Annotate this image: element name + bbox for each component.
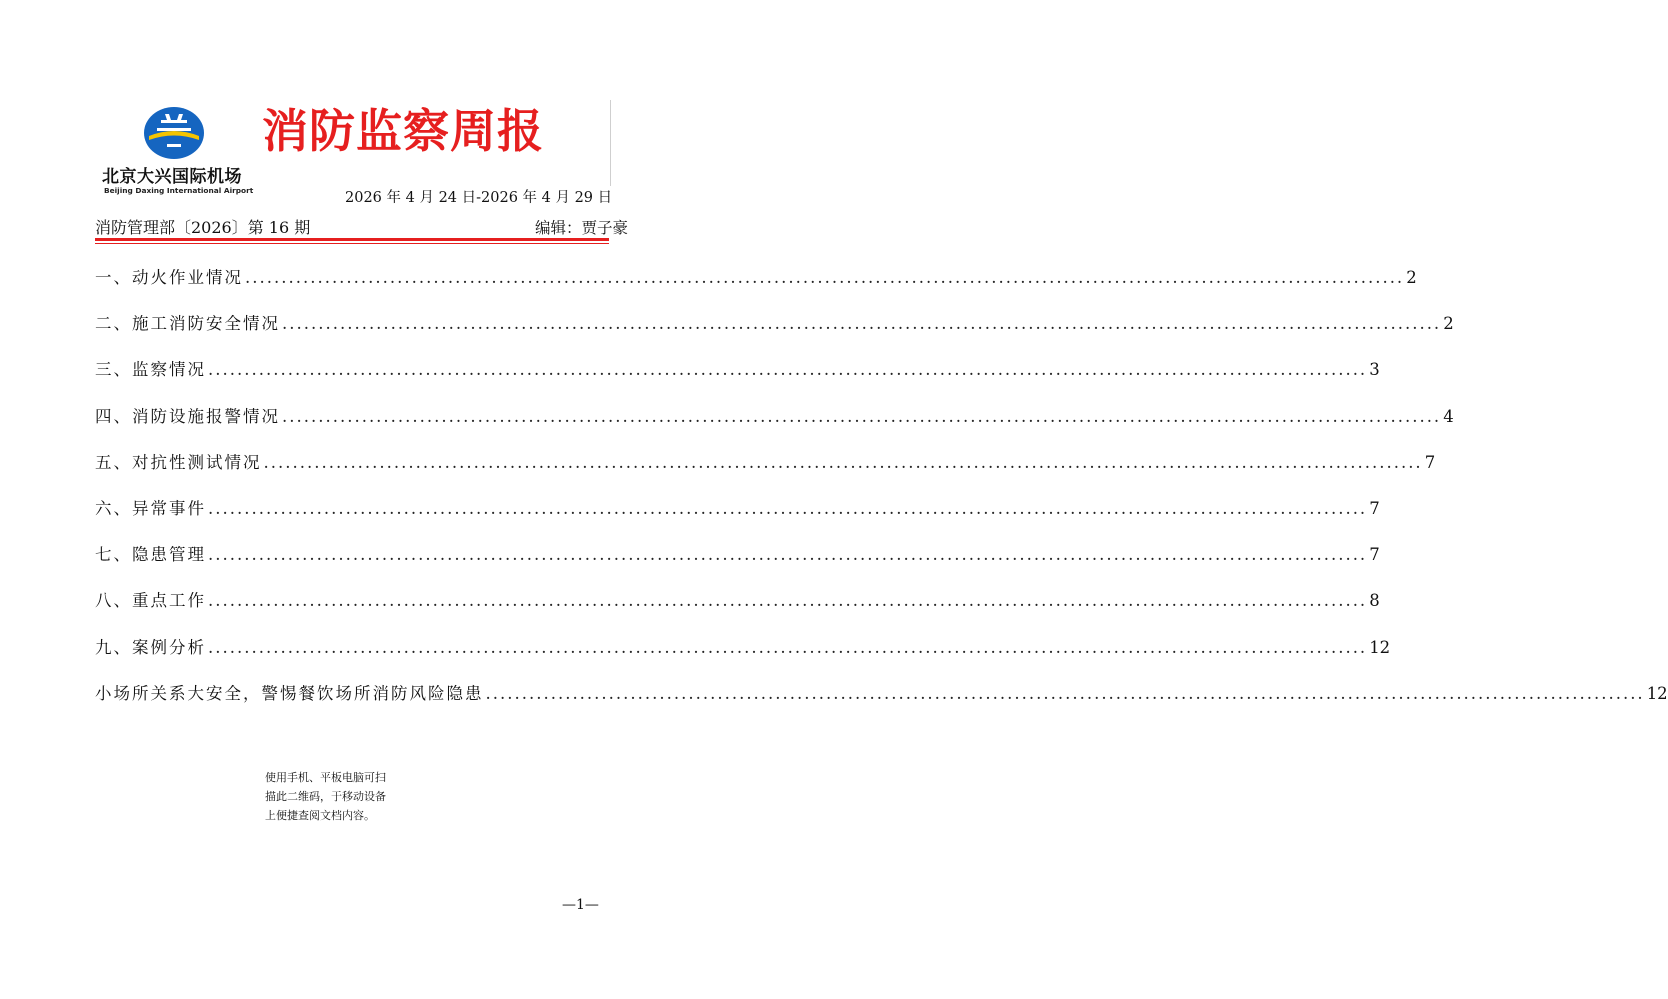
toc-leader-dots: ................................................................................................................................................................ bbox=[208, 545, 1368, 565]
toc-entry-page: 12 bbox=[1369, 637, 1391, 657]
toc-entry-page: 8 bbox=[1369, 591, 1380, 611]
toc-leader-dots: ................................................................................................................................................................ bbox=[485, 683, 1645, 703]
toc-entry-title: 施工消防安全情况 bbox=[132, 314, 280, 334]
toc-entry[interactable] bbox=[95, 634, 1391, 680]
red-rule-thin bbox=[95, 243, 609, 244]
toc-entry[interactable] bbox=[95, 449, 1436, 495]
toc-entry-number: 二、 bbox=[95, 314, 132, 334]
logo-chinese-name: 北京大兴国际机场 bbox=[102, 167, 242, 187]
toc-entry-page: 7 bbox=[1369, 545, 1380, 565]
toc-entry-number: 三、 bbox=[95, 360, 132, 380]
toc-entry-title: 监察情况 bbox=[132, 360, 206, 380]
toc-entry-title: 消防设施报警情况 bbox=[132, 406, 280, 426]
date-range: 2026 年 4 月 24 日-2026 年 4 月 29 日 bbox=[345, 190, 613, 206]
toc-entry[interactable] bbox=[95, 680, 1668, 726]
toc-entry-page: 3 bbox=[1369, 360, 1380, 380]
red-rule-thick bbox=[95, 238, 609, 241]
qr-code-note bbox=[265, 768, 386, 825]
toc-entry-number: 六、 bbox=[95, 498, 132, 518]
report-title: 消防监察周报 bbox=[262, 104, 544, 158]
toc-leader-dots: ................................................................................................................................................................ bbox=[282, 314, 1442, 334]
qr-note-line: 上便捷查阅文档内容。 bbox=[265, 809, 375, 822]
toc-leader-dots: ................................................................................................................................................................ bbox=[208, 591, 1368, 611]
toc-entry-number: 九、 bbox=[95, 637, 132, 657]
toc-entry-title: 异常事件 bbox=[132, 498, 206, 518]
toc-entry-title: 动火作业情况 bbox=[132, 268, 243, 287]
toc-leader-dots: ................................................................................................................................................................ bbox=[208, 637, 1368, 657]
issue-number: 消防管理部〔2026〕第 16 期 bbox=[95, 218, 311, 237]
toc-entry[interactable] bbox=[95, 356, 1380, 402]
toc-entry[interactable] bbox=[95, 310, 1454, 356]
toc-entry-title: 对抗性测试情况 bbox=[132, 452, 262, 472]
toc-entry-number: 五、 bbox=[95, 452, 132, 472]
airport-emblem-icon bbox=[143, 106, 205, 160]
toc-leader-dots: ................................................................................................................................................................ bbox=[263, 452, 1423, 472]
editor-name: 编辑：贾子豪 bbox=[534, 219, 628, 237]
toc-entry[interactable] bbox=[95, 403, 1454, 449]
qr-note-line: 使用手机、平板电脑可扫 bbox=[265, 771, 386, 784]
toc-entry-number: 七、 bbox=[95, 545, 132, 565]
page-number: —1— bbox=[562, 897, 599, 913]
header-divider bbox=[610, 100, 611, 186]
toc-leader-dots: ................................................................................................................................................................ bbox=[245, 268, 1405, 287]
toc-entry-page: 2 bbox=[1443, 314, 1454, 334]
toc-entry[interactable] bbox=[95, 264, 1417, 310]
toc-entry-title: 重点工作 bbox=[132, 591, 206, 611]
toc-entry-number: 四、 bbox=[95, 406, 132, 426]
logo-english-name: Beijing Daxing International Airport bbox=[104, 186, 254, 195]
toc-entry-number: 八、 bbox=[95, 591, 132, 611]
toc-entry-title: 隐患管理 bbox=[132, 545, 206, 565]
toc-entry-page: 7 bbox=[1424, 452, 1436, 472]
toc-leader-dots: ................................................................................................................................................................ bbox=[282, 406, 1442, 426]
toc-entry[interactable] bbox=[95, 495, 1380, 541]
toc-entry-page: 2 bbox=[1406, 268, 1417, 287]
airport-logo bbox=[96, 106, 256, 198]
toc-entry-page: 7 bbox=[1369, 498, 1380, 518]
toc-entry-title: 案例分析 bbox=[132, 637, 206, 657]
toc-entry[interactable] bbox=[95, 587, 1380, 633]
toc-entry-page: 4 bbox=[1443, 406, 1454, 426]
qr-note-line: 描此二维码，于移动设备 bbox=[265, 790, 386, 803]
toc-leader-dots: ................................................................................................................................................................ bbox=[208, 498, 1368, 518]
table-of-contents bbox=[95, 264, 1668, 726]
toc-entry-title: 小场所关系大安全，警惕餐饮场所消防风险隐患 bbox=[95, 683, 484, 703]
toc-entry-page: 12 bbox=[1646, 683, 1668, 703]
toc-leader-dots: ................................................................................................................................................................ bbox=[208, 360, 1368, 380]
toc-entry[interactable] bbox=[95, 541, 1380, 587]
toc-entry-number: 一、 bbox=[95, 268, 132, 287]
